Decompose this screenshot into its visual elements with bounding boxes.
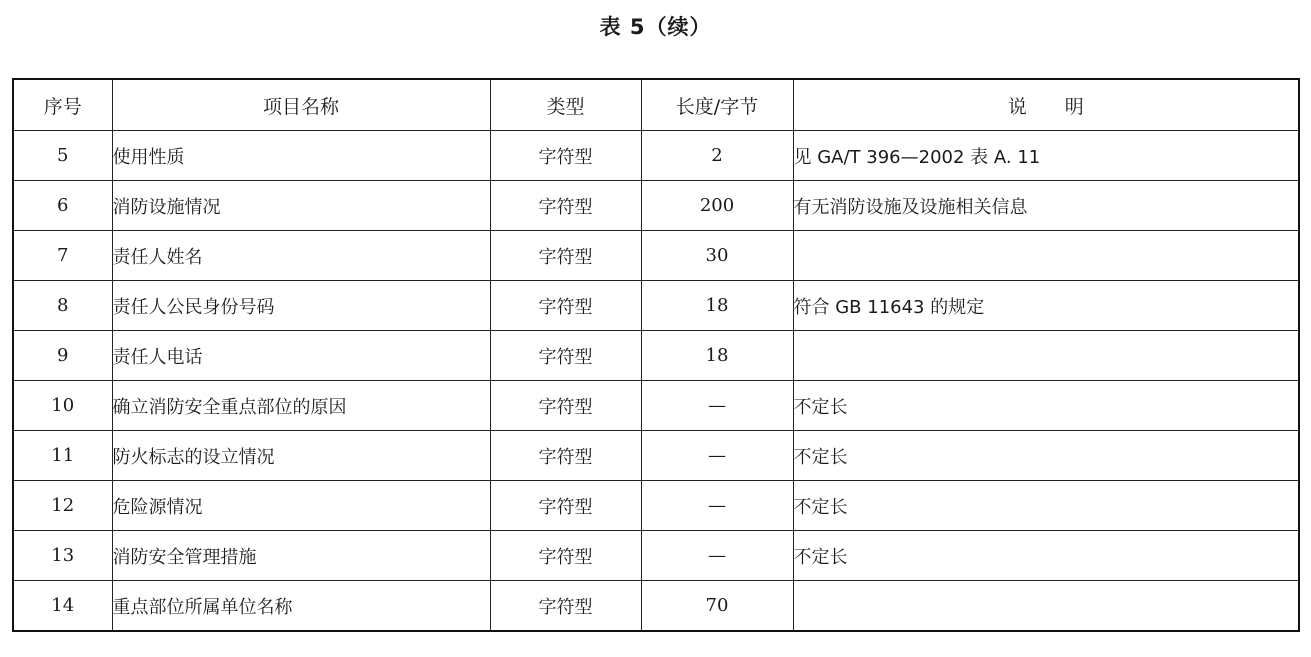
table-row [13,481,1299,531]
cell-length: — [641,381,793,431]
table-row [13,131,1299,181]
cell-type: 字符型 [490,231,641,281]
cell-item-name: 责任人公民身份号码 [112,281,490,331]
cell-type: 字符型 [490,481,641,531]
header-length-bytes: 长度/字节 [641,79,793,131]
cell-item-name: 责任人姓名 [112,231,490,281]
table-row [13,531,1299,581]
cell-description [793,231,1299,281]
cell-serial-number: 12 [13,481,112,531]
cell-length: — [641,481,793,531]
header-serial-number: 序号 [13,79,112,131]
cell-description: 见 GA/T 396—2002 表 A. 11 [793,131,1299,181]
cell-serial-number: 6 [13,181,112,231]
cell-type: 字符型 [490,281,641,331]
cell-serial-number: 14 [13,581,112,632]
cell-item-name: 消防设施情况 [112,181,490,231]
cell-description: 不定长 [793,531,1299,581]
table-row [13,331,1299,381]
table-row [13,231,1299,281]
cell-description: 不定长 [793,381,1299,431]
cell-description: 有无消防设施及设施相关信息 [793,181,1299,231]
cell-description: 符合 GB 11643 的规定 [793,281,1299,331]
table-row [13,581,1299,632]
cell-serial-number: 13 [13,531,112,581]
header-description: 说 明 [793,79,1299,131]
cell-description: 不定长 [793,481,1299,531]
table-row [13,431,1299,481]
cell-type: 字符型 [490,331,641,381]
cell-type: 字符型 [490,581,641,632]
table-header-row [13,79,1299,131]
cell-serial-number: 11 [13,431,112,481]
cell-type: 字符型 [490,531,641,581]
cell-serial-number: 7 [13,231,112,281]
cell-type: 字符型 [490,431,641,481]
cell-length: 18 [641,331,793,381]
cell-serial-number: 5 [13,131,112,181]
cell-description [793,581,1299,632]
cell-length: 30 [641,231,793,281]
cell-item-name: 消防安全管理措施 [112,531,490,581]
table-row [13,381,1299,431]
cell-item-name: 危险源情况 [112,481,490,531]
header-item-name: 项目名称 [112,79,490,131]
cell-description: 不定长 [793,431,1299,481]
cell-description [793,331,1299,381]
cell-serial-number: 9 [13,331,112,381]
cell-length: 2 [641,131,793,181]
cell-length: — [641,531,793,581]
table-title: 表 5（续） [599,15,712,39]
cell-item-name: 重点部位所属单位名称 [112,581,490,632]
cell-item-name: 防火标志的设立情况 [112,431,490,481]
cell-serial-number: 10 [13,381,112,431]
cell-length: 200 [641,181,793,231]
cell-serial-number: 8 [13,281,112,331]
table-row [13,281,1299,331]
cell-type: 字符型 [490,181,641,231]
cell-length: 70 [641,581,793,632]
data-spec-table [12,78,1300,632]
header-type: 类型 [490,79,641,131]
cell-item-name: 责任人电话 [112,331,490,381]
cell-length: 18 [641,281,793,331]
cell-length: — [641,431,793,481]
cell-type: 字符型 [490,131,641,181]
cell-item-name: 使用性质 [112,131,490,181]
table-row [13,181,1299,231]
cell-type: 字符型 [490,381,641,431]
cell-item-name: 确立消防安全重点部位的原因 [112,381,490,431]
